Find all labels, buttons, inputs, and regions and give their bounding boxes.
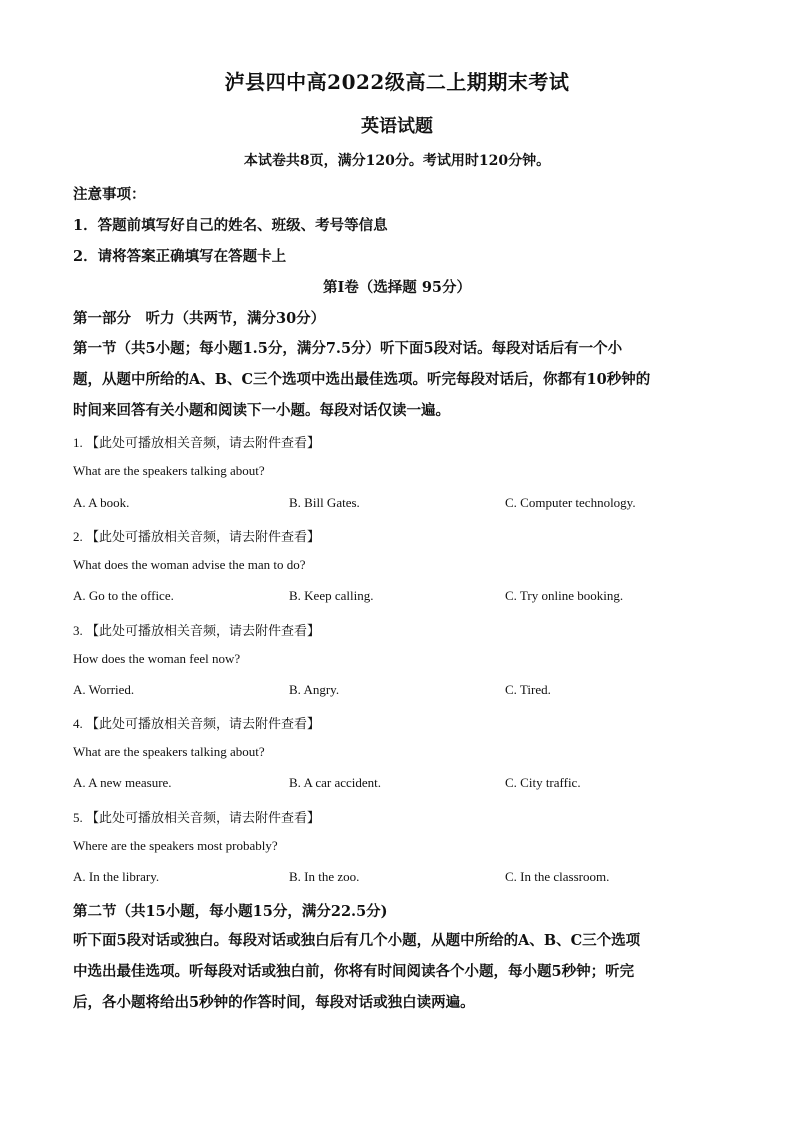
section1-line: 第一节（共5小题；每小题1.5分，满分7.5分）听下面5段对话。每段对话后有一个小 bbox=[73, 340, 623, 357]
question-5-option-c: C. In the classroom. bbox=[505, 869, 610, 884]
question-4-option-b: B. A car accident. bbox=[289, 775, 382, 790]
section2-line: 听下面5段对话或独白。每段对话或独白后有几个小题，从题中所给的A、B、C三个选项 bbox=[73, 932, 641, 949]
section2-line: 后，各小题将给出5秒钟的作答时间，每段对话或独白读两遍。 bbox=[73, 994, 475, 1011]
question-4-text: What are the speakers talking about? bbox=[73, 744, 265, 759]
section1-instructions bbox=[73, 333, 723, 426]
section2-line: 中选出最佳选项。听每段对话或独白前，你将有时间阅读各个小题，每小题5秒钟；听完 bbox=[73, 963, 635, 980]
note-item-1: 1．答题前填写好自己的姓名、班级、考号等信息 bbox=[73, 217, 388, 234]
question-2-option-c: C. Try online booking. bbox=[505, 588, 624, 603]
question-5-option-b: B. In the zoo. bbox=[289, 869, 360, 884]
question-2-text: What does the woman advise the man to do? bbox=[73, 557, 306, 572]
question-4-number: 4. 【此处可播放相关音频，请去附件查看】 bbox=[73, 716, 321, 731]
question-5-number: 5. 【此处可播放相关音频，请去附件查看】 bbox=[73, 810, 321, 825]
question-4-option-a: A. A new measure. bbox=[73, 775, 172, 790]
question-1-text: What are the speakers talking about? bbox=[73, 463, 265, 478]
notes-heading: 注意事项： bbox=[73, 186, 146, 203]
exam-subtitle: 英语试题 bbox=[361, 116, 433, 137]
volume-heading: 第I卷（选择题 95分） bbox=[322, 279, 471, 296]
section2-instructions bbox=[73, 925, 723, 1018]
question-4-option-c: C. City traffic. bbox=[505, 775, 581, 790]
question-3-text: How does the woman feel now? bbox=[73, 651, 241, 666]
question-3-option-b: B. Angry. bbox=[289, 682, 340, 697]
question-1-number: 1. 【此处可播放相关音频，请去附件查看】 bbox=[73, 435, 321, 450]
section1-line: 时间来回答有关小题和阅读下一小题。每段对话仅读一遍。 bbox=[73, 402, 450, 419]
exam-title: 泸县四中高2022级高二上期期末考试 bbox=[224, 70, 570, 94]
question-1-option-c: C. Computer technology. bbox=[505, 495, 636, 510]
question-3-option-c: C. Tired. bbox=[505, 682, 551, 697]
question-3-option-a: A. Worried. bbox=[73, 682, 135, 697]
section2-heading: 第二节（共15小题，每小题15分，满分22.5分) bbox=[73, 903, 388, 920]
section1-line: 题，从题中所给的A、B、C三个选项中选出最佳选项。听完每段对话后，你都有10秒钟的 bbox=[73, 371, 651, 388]
question-3-number: 3. 【此处可播放相关音频，请去附件查看】 bbox=[73, 623, 321, 638]
question-5-text: Where are the speakers most probably? bbox=[73, 838, 278, 853]
question-1-option-a: A. A book. bbox=[73, 495, 130, 510]
exam-info: 本试卷共8页，满分120分。考试用时120分钟。 bbox=[243, 153, 551, 169]
question-2-number: 2. 【此处可播放相关音频，请去附件查看】 bbox=[73, 529, 321, 544]
note-item-2: 2．请将答案正确填写在答题卡上 bbox=[73, 248, 287, 265]
question-5-option-a: A. In the library. bbox=[73, 869, 160, 884]
question-2-option-a: A. Go to the office. bbox=[73, 588, 174, 603]
question-1-option-b: B. Bill Gates. bbox=[289, 495, 360, 510]
part1-heading: 第一部分 听力（共两节，满分30分） bbox=[73, 310, 326, 327]
question-2-option-b: B. Keep calling. bbox=[289, 588, 374, 603]
